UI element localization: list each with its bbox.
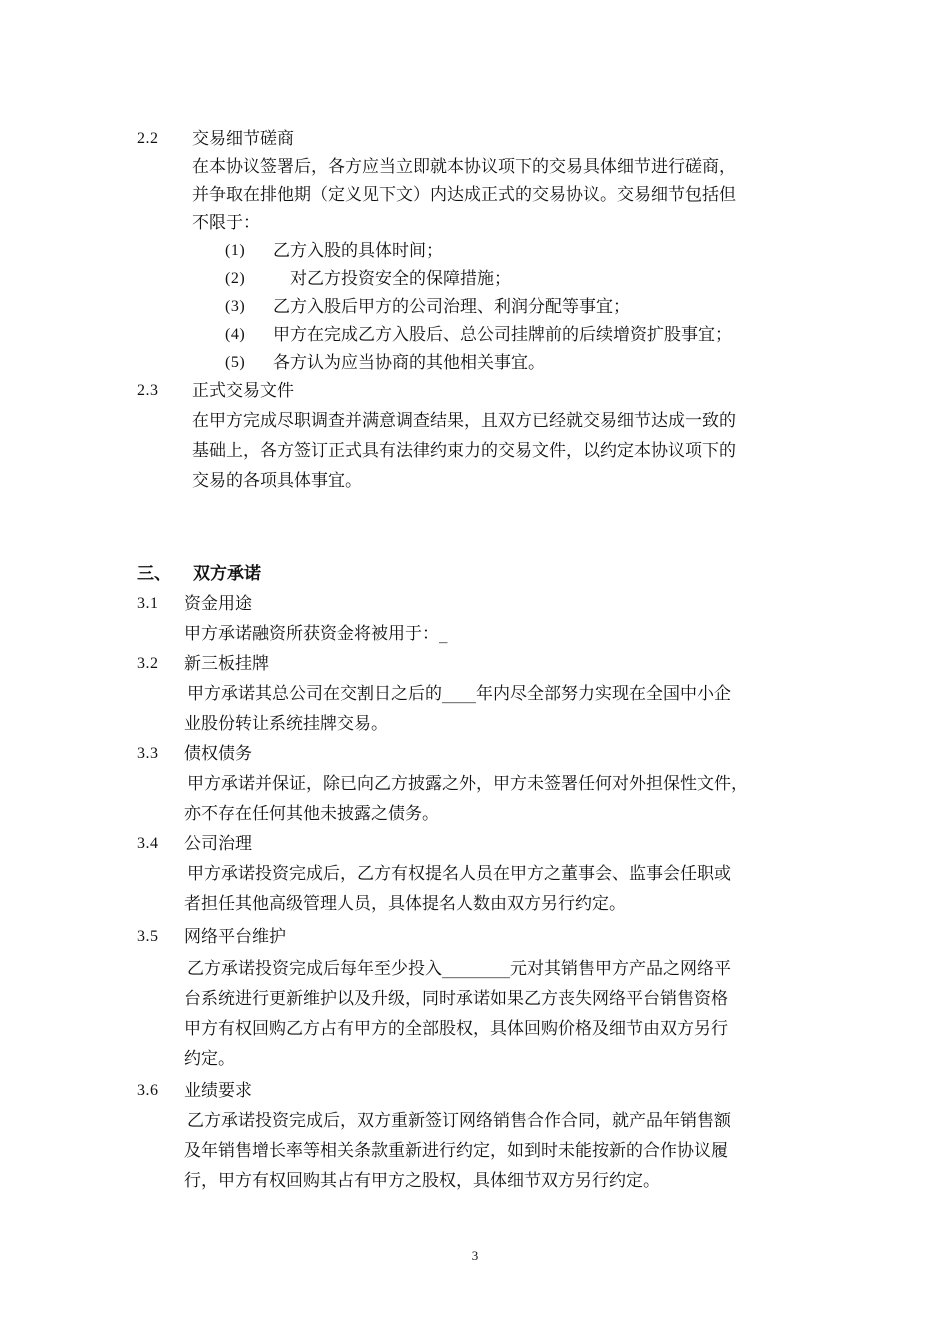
list-item-5-number: (5) (225, 354, 246, 371)
section-3-2-line-1-part-a: 甲方承诺其总公司在交割日之后的 (187, 684, 442, 704)
section-3-6-line-1: 乙方承诺投资完成后，双方重新签订网络销售合作合同，就产品年销售额 (187, 1111, 731, 1131)
section-3-5-number: 3.5 (137, 928, 159, 945)
section-3-6-title: 业绩要求 (184, 1081, 252, 1101)
section-3-5-line-4: 约定。 (184, 1049, 235, 1069)
section-3-2-line-2: 业股份转让系统挂牌交易。 (184, 714, 388, 734)
list-item-2-number: (2) (225, 270, 246, 287)
amount-blank: ________ (442, 959, 510, 979)
section-3-2-number: 3.2 (137, 655, 159, 672)
section-2-2-number: 2.2 (137, 130, 159, 147)
section-2-2-line-1: 在本协议签署后，各方应当立即就本协议项下的交易具体细节进行磋商， (192, 157, 736, 177)
section-3-3-number: 3.3 (137, 745, 159, 762)
section-3-6-number: 3.6 (137, 1082, 159, 1099)
section-3-5-line-2: 台系统进行更新维护以及升级，同时承诺如果乙方丧失网络平台销售资格 (184, 989, 728, 1009)
section-3-2-line-1 (187, 681, 731, 707)
section-3-5-line-1-part-b: 元对其销售甲方产品之网络平 (510, 959, 731, 979)
section-3-6-line-3: 行，甲方有权回购其占有甲方之股权，具体细节双方另行约定。 (184, 1171, 660, 1191)
section-2-3-title: 正式交易文件 (192, 381, 294, 401)
section-2-3-number: 2.3 (137, 382, 159, 399)
section-3-4-line-1: 甲方承诺投资完成后，乙方有权提名人员在甲方之董事会、监事会任职或 (187, 864, 731, 884)
section-3-2-title: 新三板挂牌 (184, 654, 269, 674)
section-3-1-title: 资金用途 (184, 594, 252, 614)
section-2-3-line-3: 交易的各项具体事宜。 (192, 471, 362, 491)
list-item-1-number: (1) (225, 242, 246, 259)
chapter-3-number: 三、 (137, 564, 171, 584)
section-3-3-line-1: 甲方承诺并保证，除已向乙方披露之外，甲方未签署任何对外担保性文件， (187, 774, 748, 794)
section-2-2-line-2: 并争取在排他期（定义见下文）内达成正式的交易协议。交易细节包括但 (192, 185, 736, 205)
list-item-1-text: 乙方入股的具体时间； (273, 241, 443, 261)
list-item-3-number: (3) (225, 298, 246, 315)
section-3-5-line-1-part-a: 乙方承诺投资完成后每年至少投入 (187, 959, 442, 979)
section-2-2-line-3: 不限于： (192, 213, 260, 233)
section-2-3-line-2: 基础上，各方签订正式具有法律约束力的交易文件，以约定本协议项下的 (192, 441, 736, 461)
list-item-3-text: 乙方入股后甲方的公司治理、利润分配等事宜； (273, 297, 630, 317)
section-2-2-title: 交易细节磋商 (192, 129, 294, 149)
section-2-3-line-1: 在甲方完成尽职调查并满意调查结果，且双方已经就交易细节达成一致的 (192, 411, 736, 431)
page-number: 3 (471, 1248, 479, 1263)
section-3-6-line-2: 及年销售增长率等相关条款重新进行约定，如到时未能按新的合作协议履 (184, 1141, 728, 1161)
section-3-2-line-1-part-b: 年内尽全部努力实现在全国中小企 (476, 684, 731, 704)
list-item-2-text: 对乙方投资安全的保障措施； (290, 269, 511, 289)
section-3-3-title: 债权债务 (184, 744, 252, 764)
section-3-4-title: 公司治理 (184, 834, 252, 854)
section-3-3-line-2: 亦不存在任何其他未披露之债务。 (184, 804, 439, 824)
section-3-5-line-3: 甲方有权回购乙方占有甲方的全部股权，具体回购价格及细节由双方另行 (184, 1019, 728, 1039)
section-3-4-line-2: 者担任其他高级管理人员，具体提名人数由双方另行约定。 (184, 894, 626, 914)
section-3-5-line-1 (187, 956, 731, 982)
section-3-1-line-1: 甲方承诺融资所获资金将被用于：_ (184, 624, 448, 644)
chapter-3-title: 双方承诺 (193, 564, 261, 584)
years-blank: ____ (442, 684, 476, 704)
section-3-4-number: 3.4 (137, 835, 159, 852)
list-item-4-text: 甲方在完成乙方入股后、总公司挂牌前的后续增资扩股事宜； (273, 325, 732, 345)
list-item-5-text: 各方认为应当协商的其他相关事宜。 (273, 353, 545, 373)
section-3-5-title: 网络平台维护 (184, 927, 286, 947)
list-item-4-number: (4) (225, 326, 246, 343)
section-3-1-number: 3.1 (137, 595, 159, 612)
